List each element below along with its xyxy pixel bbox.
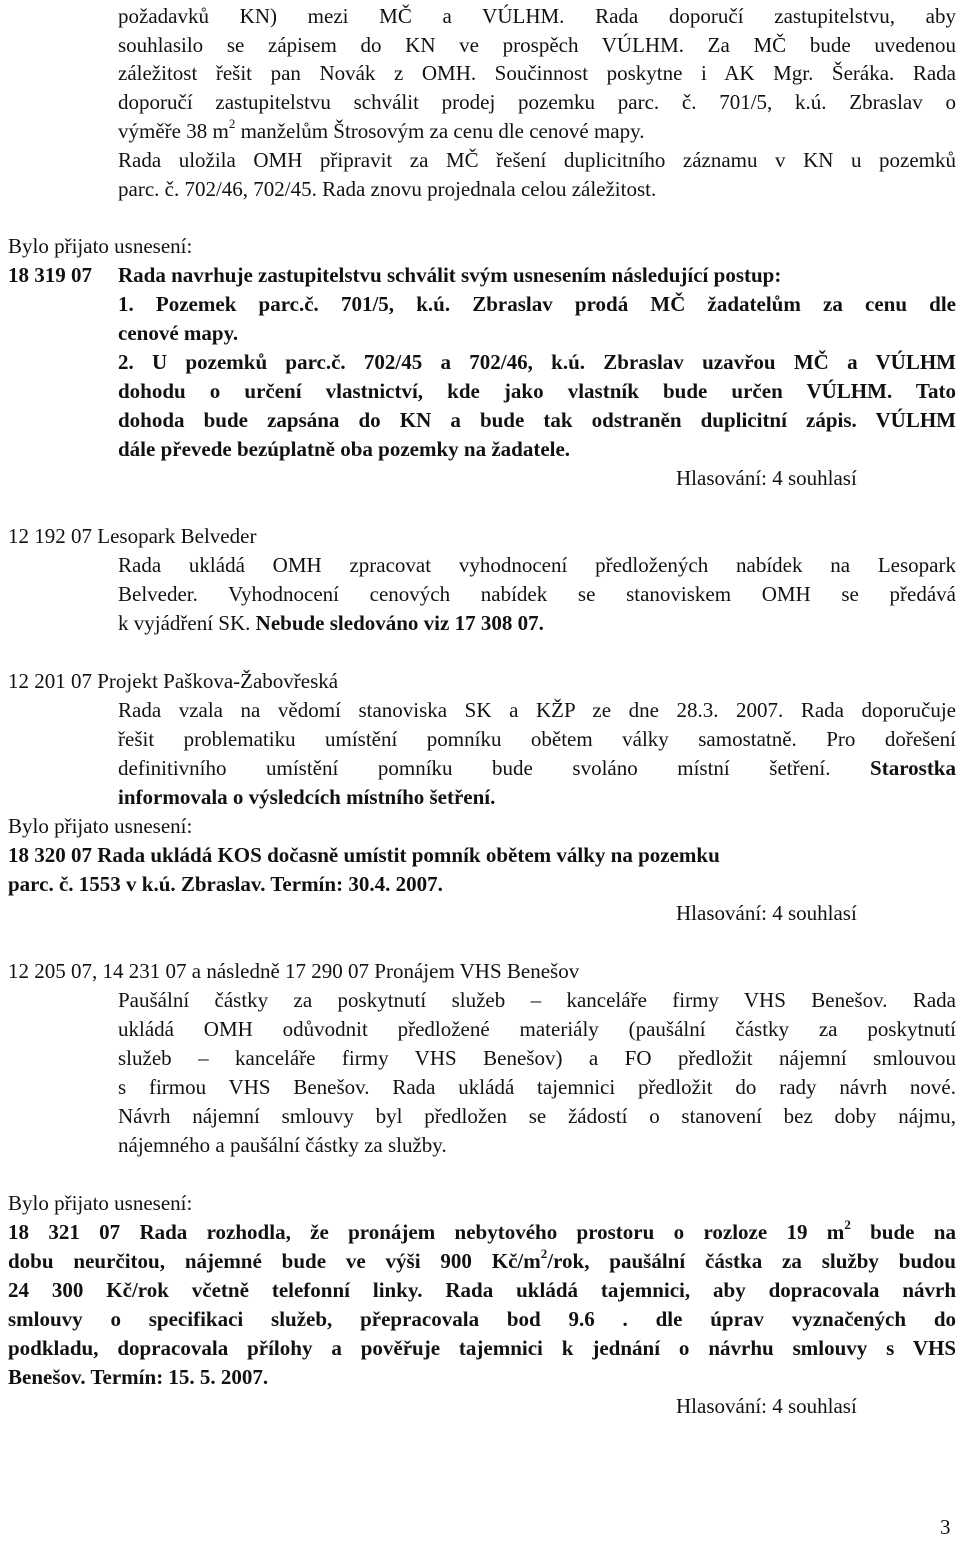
resolution-text: cenové mapy. — [118, 321, 239, 345]
text-line: požadavků KN) mezi MČ a VÚLHM. Rada doporučí zastupitelstvu, aby — [118, 4, 956, 28]
text-span: definitivního umístění pomníku bude svoláno místní šetření. — [118, 756, 871, 780]
superscript: 2 — [228, 116, 236, 131]
text-line: Belveder. Vyhodnocení cenových nabídek se stanoviskem OMH se předává — [118, 582, 956, 606]
resolution-text: 2. U pozemků parc.č. 702/45 a 702/46, k.ú. Zbraslav uzavřou MČ a VÚLHM — [118, 350, 956, 374]
resolution-text: podkladu, dopracovala přílohy a pověřuje tajemnici k jednání o návrhu smlouvy s VHS — [8, 1336, 956, 1360]
text-line: Rada uložila OMH připravit za MČ řešení duplicitního záznamu v KN u pozemků — [118, 148, 956, 172]
text-line: ukládá OMH odůvodnit předložené materiály (paušální částky za poskytnutí — [118, 1017, 956, 1041]
resolution-label: Bylo přijato usnesení: — [8, 234, 193, 258]
text-line: nájemného a paušální částky za služby. — [118, 1133, 447, 1157]
resolution-text: 24 300 Kč/rok včetně telefonní linky. Rada ukládá tajemnici, aby dopracovala návrh — [8, 1278, 956, 1302]
text-span: výměře 38 m — [118, 119, 229, 143]
resolution-text — [8, 1247, 956, 1275]
text-line: parc. č. 702/46, 702/45. Rada znovu projednala celou záležitost. — [118, 177, 657, 201]
text-span: bude na — [850, 1220, 956, 1244]
text-line: Rada vzala na vědomí stanoviska SK a KŽP ze dne 28.3. 2007. Rada doporučuje — [118, 698, 956, 722]
text-line: souhlasilo se zápisem do KN ve prospěch VÚLHM. Za MČ bude uvedenou — [118, 33, 956, 57]
resolution-text: Rada navrhuje zastupitelstvu schválit svým usnesením následující postup: — [118, 263, 782, 287]
text-span: 18 321 07 Rada rozhodla, že pronájem nebytového prostoru o rozloze 19 m — [8, 1220, 845, 1244]
text-line: doporučí zastupitelstvu schválit prodej pozemku parc. č. 701/5, k.ú. Zbraslav o — [118, 90, 956, 114]
vote-result: Hlasování: 4 souhlasí — [676, 466, 857, 490]
vote-result: Hlasování: 4 souhlasí — [676, 1394, 857, 1418]
text-line: Rada ukládá OMH zpracovat vyhodnocení předložených nabídek na Lesopark — [118, 553, 956, 577]
text-line: Paušální částky za poskytnutí služeb – kanceláře firmy VHS Benešov. Rada — [118, 988, 956, 1012]
bold-note: Starostka — [870, 756, 956, 780]
text-line: Návrh nájemní smlouvy byl předložen se žádostí o stanovení bez doby nájmu, — [118, 1104, 956, 1128]
resolution-text: 1. Pozemek parc.č. 701/5, k.ú. Zbraslav prodá MČ žadatelům za cenu dle — [118, 292, 956, 316]
bold-note: Nebude sledováno viz 17 308 07. — [255, 611, 544, 635]
text-span: dobu neurčitou, nájemné bude ve výši 900 Kč/m — [8, 1249, 541, 1273]
resolution-label: Bylo přijato usnesení: — [8, 1191, 193, 1215]
resolution-number: 18 319 07 — [8, 263, 92, 287]
text-line: řešit problematiku umístění pomníku obětem války samostatně. Pro dořešení — [118, 727, 956, 751]
text-line — [118, 117, 644, 145]
text-line: informovala o výsledcích místního šetření. — [118, 785, 496, 809]
text-line: s firmou VHS Benešov. Rada ukládá tajemnici předložit do rady návrh nové. — [118, 1075, 956, 1099]
item-heading: 12 205 07, 14 231 07 a následně 17 290 07 Pronájem VHS Benešov — [8, 959, 580, 983]
text-line: záležitost řešit pan Novák z OMH. Součinnost poskytne i AK Mgr. Šeráka. Rada — [118, 61, 956, 85]
resolution-text: dohodu o určení vlastnictví, kde jako vlastník bude určen VÚLHM. Tato — [118, 379, 956, 403]
resolution-text: 18 320 07 Rada ukládá KOS dočasně umístit pomník obětem války na pozemku — [8, 843, 720, 867]
resolution-text — [8, 1218, 956, 1246]
text-line: služeb – kanceláře firmy VHS Benešov) a FO předložit nájemní smlouvou — [118, 1046, 956, 1070]
resolution-label: Bylo přijato usnesení: — [8, 814, 193, 838]
text-span: k vyjádření SK. — [118, 611, 256, 635]
text-span: /rok, paušální částka za služby budou — [547, 1249, 956, 1273]
page-number: 3 — [940, 1515, 951, 1539]
resolution-text: smlouvy o specifikaci služeb, přepracovala bod 9.6 . dle úprav vyznačených do — [8, 1307, 956, 1331]
text-span: manželům Štrosovým za cenu dle cenové mapy. — [235, 119, 645, 143]
resolution-text: dále převede bezúplatně oba pozemky na žadatele. — [118, 437, 571, 461]
superscript: 2 — [540, 1246, 548, 1261]
text-line — [118, 609, 544, 637]
resolution-text: Benešov. Termín: 15. 5. 2007. — [8, 1365, 269, 1389]
resolution-text: dohoda bude zapsána do KN a bude tak odstraněn duplicitní zápis. VÚLHM — [118, 408, 956, 432]
item-heading: 12 201 07 Projekt Paškova-Žabovřeská — [8, 669, 339, 693]
text-line — [118, 754, 956, 782]
item-heading: 12 192 07 Lesopark Belveder — [8, 524, 257, 548]
resolution-text: parc. č. 1553 v k.ú. Zbraslav. Termín: 30.4. 2007. — [8, 872, 443, 896]
superscript: 2 — [844, 1217, 851, 1232]
vote-result: Hlasování: 4 souhlasí — [676, 901, 857, 925]
